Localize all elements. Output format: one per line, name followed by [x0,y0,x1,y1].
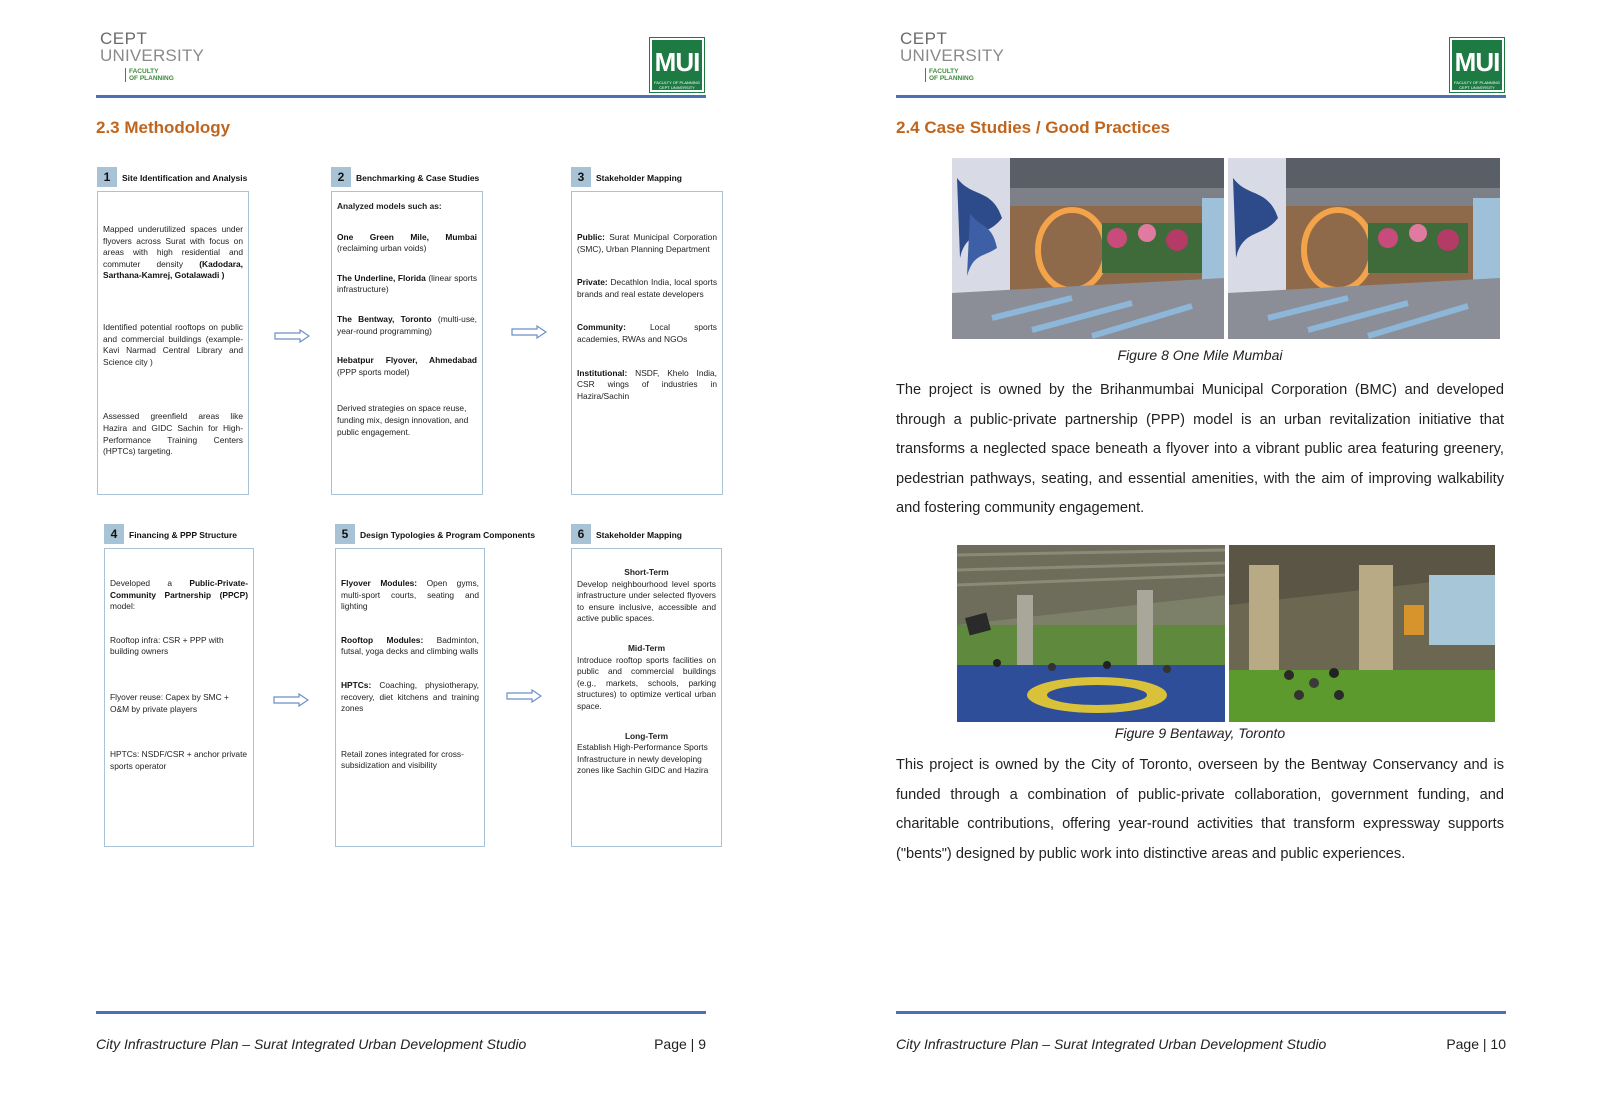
cept-university-logo [100,29,205,84]
arrow-right-icon [273,693,309,707]
footer-rule [96,1011,706,1014]
step-title: Site Identification and Analysis [122,173,248,183]
step-title: Stakeholder Mapping [596,173,682,183]
cept-university-logo [900,29,1005,84]
mui-logo-text: MUI [1454,47,1500,77]
step-body: Short-Term Develop neighbourhood level sports infrastructure under selected flyovers to ensure inclusive, accessible and active public spaces. Mid-Term Introduce rooftop sports facilities on public and commercial buildings (e.g., markets, schools, parking structures) to optimize vertical urban space. Long-Term Establish High-Performance Sports Infrastructure in newly developing zones like Sachin GIDC and Hazira [571,548,722,847]
page-number: Page | 10 [1446,1036,1506,1052]
section-title: 2.4 Case Studies / Good Practices [896,118,1171,137]
step-number: 4 [104,524,124,544]
footer-title: City Infrastructure Plan – Surat Integrated Urban Development Studio [96,1036,527,1052]
page-number: Page | 9 [654,1036,706,1052]
step-title: Design Typologies & Program Components [360,530,536,540]
step-body: Public: Surat Municipal Corporation (SMC), Urban Planning Department Private: Decathlon India, local sports brands and real estate developers Community: Local sports academies, RWAs and NGOs Institutional: NSDF, Khelo India, CSR wings of industries in Hazira/Sachin [571,191,723,495]
arrow-right-icon [506,689,542,703]
step-number: 2 [331,167,351,187]
step-number: 1 [97,167,117,187]
step-title: Benchmarking & Case Studies [356,173,480,183]
bentaway-photo-2 [1229,545,1495,722]
figure-9-caption: Figure 9 Bentaway, Toronto [1114,725,1286,741]
step-title: Stakeholder Mapping [596,530,682,540]
figure-8-caption: Figure 8 One Mile Mumbai [1117,347,1283,363]
case-study-paragraph-1: The project is owned by the Brihanmumbai Municipal Corporation (BMC) and developed through a public-private partnership (PPP) model is an urban revitalization initiative that transforms a neglected space beneath a flyover into a vibrant public area featuring greenery, pedestrian pathways, seating, and essential amenities, with the aim of improving walkability and fostering community engagement. [896,382,1504,516]
mui-logo-text: MUI [654,47,700,77]
footer-title: City Infrastructure Plan – Surat Integrated Urban Development Studio [896,1036,1327,1052]
cept-logo-line2: UNIVERSITY [100,46,205,65]
mui-logo-sub: FACULTY OF PLANNING CEPT UNIVERSITY [654,80,700,90]
mui-logo [650,38,704,92]
step-number: 6 [571,524,591,544]
section-title: 2.3 Methodology [96,118,231,137]
step-title: Financing & PPP Structure [129,530,238,540]
cept-logo-faculty: FACULTY OF PLANNING [125,68,174,82]
step-number: 3 [571,167,591,187]
cept-logo-faculty: FACULTY OF PLANNING [925,68,974,82]
cept-logo-line2: UNIVERSITY [900,46,1005,65]
footer-rule [896,1011,1506,1014]
header-rule [96,95,706,98]
bentaway-photo-1 [957,545,1225,722]
cept-logo-line1: CEPT [900,29,948,48]
one-mile-mumbai-photo-1 [952,158,1224,339]
case-study-paragraph-2: This project is owned by the City of Toronto, overseen by the Bentway Conservancy and is funded through a combination of public-private collaboration, government funding, and charitable contributions, offering year-round activities that transform expressway supports ("bents") designed by public work into distinctive areas and public experiences. [896,757,1504,862]
step-body: Flyover Modules: Open gyms, multi-sport courts, seating and lighting Rooftop Modules: Badminton, futsal, yoga decks and climbing walls HPTCs: Coaching, physiotherapy, recovery, diet kitchens and training zones Retail zones integrated for cross-subsidization and visibility [335,548,485,847]
mui-logo-sub: FACULTY OF PLANNING CEPT UNIVERSITY [1454,80,1500,90]
step-body: Analyzed models such as: One Green Mile, Mumbai (reclaiming urban voids) The Underline, Florida (linear sports infrastructure) The Bentway, Toronto (multi-use, year-round programming) Hebatpur Flyover, Ahmedabad (PPP sports model) Derived strategies on space reuse, funding mix, design innovation, and public engagement. [331,191,483,495]
arrow-right-icon [511,325,547,339]
mui-logo [1450,38,1504,92]
step-body: Mapped underutilized spaces under flyovers across Surat with focus on areas with high residential and commuter density (Kadodara, Sarthana-Kamrej, Gotalawadi ) Identified potential rooftops on public and commercial buildings (example-Kavi Narmad Central Library and Science city ) Assessed greenfield areas like Hazira and GIDC Sachin for High-Performance Training Centers (HPTCs) targeting. [97,191,249,495]
one-mile-mumbai-photo-2 [1228,158,1500,339]
step-number: 5 [335,524,355,544]
cept-logo-line1: CEPT [100,29,148,48]
arrow-right-icon [274,329,310,343]
step-body: Developed a Public-Private-Community Partnership (PPCP) model: Rooftop infra: CSR + PPP with building owners Flyover reuse: Capex by SMC + O&M by private players HPTCs: NSDF/CSR + anchor private sports operator [104,548,254,847]
header-rule [896,95,1506,98]
